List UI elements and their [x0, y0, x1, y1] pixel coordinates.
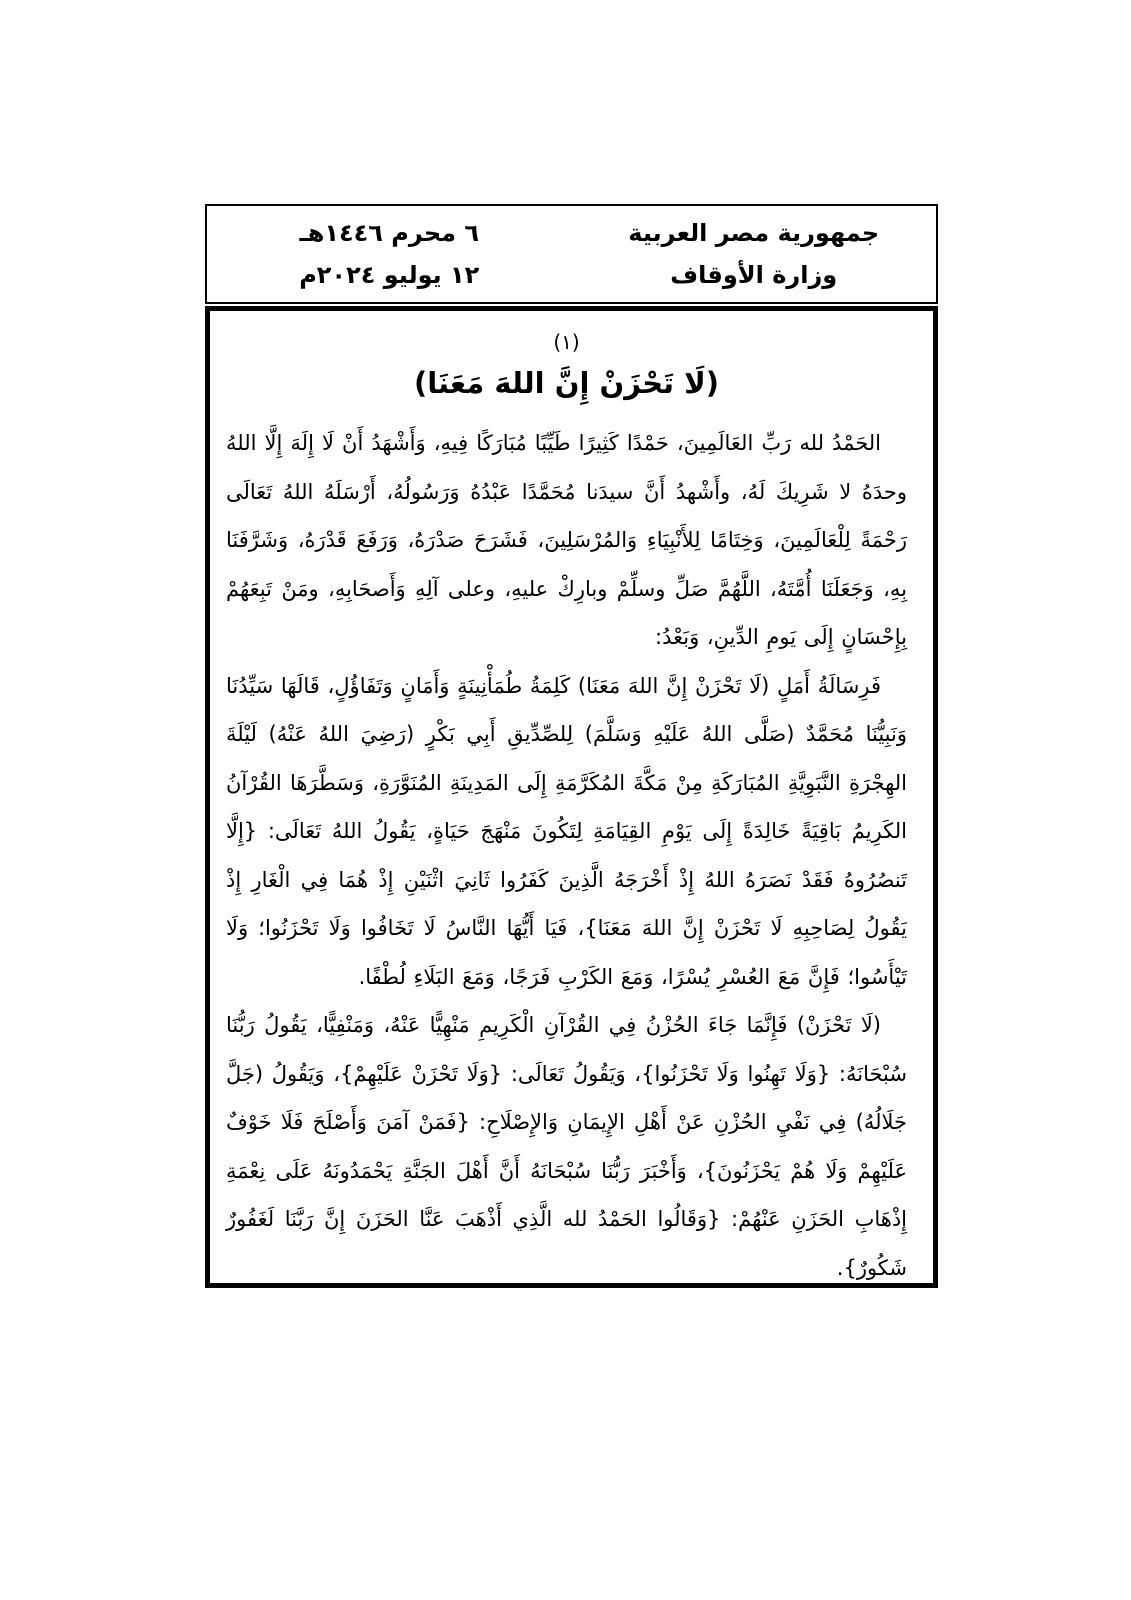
country-name: جمهورية مصر العربية	[628, 219, 880, 247]
letterhead-date-column	[207, 212, 572, 296]
sermon-paragraph: (لَا تَحْزَنْ) فَإِنَّمَا جَاءَ الحُزْنُ فِي القُرْآنِ الْكَرِيمِ مَنْهِيًّا عَنْهُ، وَمَنْفِيًّا، يَقُولُ رَبُّنَا سُبْحَانَهُ: {وَلَا تَهِنُوا وَلَا تَحْزَنُوا}، وَيَقُولُ تَعَالَى: {وَلَا تَحْزَنْ عَلَيْهِمْ}، وَيَقُولُ (جَلَّ جَلَالُهُ) فِي نَفْيِ الحُزْنِ عَنْ أَهْلِ الإِيمَانِ وَالإِصْلَاحِ: {فَمَنْ آمَنَ وَأَصْلَحَ فَلَا خَوْفٌ عَلَيْهِمْ وَلَا هُمْ يَحْزَنُونَ}، وَأَخْبَرَ رَبُّنَا سُبْحَانَهُ أَنَّ أَهْلَ الجَنَّةِ يَحْمَدُونَهُ عَلَى نِعْمَةِ إِذْهَابِ الحَزَنِ عَنْهُمْ: {وَقَالُوا الحَمْدُ لله الَّذِي أَذْهَبَ عَنَّا الحَزَنَ إِنَّ رَبَّنَا لَغَفُورٌ شَكُورٌ}.	[226, 1013, 907, 1280]
ministry-name: وزارة الأوقاف	[670, 261, 838, 289]
letterhead-org-column	[572, 212, 937, 296]
sermon-paragraph: فَرِسَالَةُ أَمَلٍ (لَا تَحْزَنْ إِنَّ اللهَ مَعَنَا) كَلِمَةُ طُمَأْنِينَةٍ وَأَمَانٍ وَتَفَاؤُلٍ، قَالَهَا سَيِّدُنَا وَنَبِيُّنَا مُحَمَّدٌ (صَلَّى اللهُ عَلَيْهِ وَسَلَّمَ) لِلصِّدِّيقِ أَبِي بَكْرٍ (رَضِيَ اللهُ عَنْهُ) لَيْلَةَ الهِجْرَةِ النَّبَوِيَّةِ المُبَارَكَةِ مِنْ مَكَّةَ المُكَرَّمَةِ إِلَى المَدِينَةِ المُنَوَّرَةِ، وَسَطَّرَهَا القُرْآنُ الكَرِيمُ بَاقِيَةً خَالِدَةً إِلَى يَوْمِ القِيَامَةِ لِتَكُونَ مَنْهَجَ حَيَاةٍ، يَقُولُ اللهُ تَعَالَى: {إِلَّا تَنصُرُوهُ فَقَدْ نَصَرَهُ اللهُ إِذْ أَخْرَجَهُ الَّذِينَ كَفَرُوا ثَانِيَ اثْنَيْنِ إِذْ هُمَا فِي الْغَارِ إِذْ يَقُولُ لِصَاحِبِهِ لَا تَحْزَنْ إِنَّ اللهَ مَعَنَا}، فَيَا أَيُّهَا النَّاسُ لَا تَخَافُوا وَلَا تَحْزَنُوا؛ وَلَا تَيْأَسُوا؛ فَإِنَّ مَعَ العُسْرِ يُسْرًا، وَمَعَ الكَرْبِ فَرَجًا، وَمَعَ البَلَاءِ لُطْفًا.	[226, 673, 907, 989]
sermon-paragraph: الحَمْدُ لله رَبِّ العَالَمِينَ، حَمْدًا كَثِيرًا طَيِّبًا مُبَارَكًا فِيهِ، وَأَشْهَدُ أَنْ لَا إِلَهَ إِلَّا اللهُ وحدَهُ لا شَرِيكَ لَهُ، وأَشْهدُ أَنَّ سيدَنا مُحَمَّدًا عَبْدُهُ وَرَسُولُهُ، أَرْسَلَهُ اللهُ تَعَالَى رَحْمَةً لِلْعَالَمِينَ، وَخِتَامًا لِلأَنْبِيَاءِ وَالمُرْسَلِينَ، فَشَرَحَ صَدْرَهُ، وَرَفَعَ قَدْرَهُ، وَشَرَّفَنَا بِهِ، وَجَعَلَنَا أُمَّتَهُ، اللَّهُمَّ صَلِّ وسلِّمْ وبارِكْ عليهِ، وعلى آلِهِ وَأَصحَابِهِ، ومَنْ تَبِعَهُمْ بِإِحْسَانٍ إِلَى يَومِ الدِّينِ، وَبَعْدُ:	[226, 431, 907, 649]
sermon-title: (لَا تَحْزَنْ إِنَّ اللهَ مَعَنَا)	[413, 366, 720, 400]
sermon-body-frame	[205, 306, 938, 1288]
gregorian-date: ١٢ يوليو ٢٠٢٤م	[299, 261, 480, 289]
hijri-date: ٦ محرم ١٤٤٦هـ	[299, 219, 479, 247]
letterhead	[205, 204, 938, 304]
sequence-number: (١)	[553, 330, 580, 354]
